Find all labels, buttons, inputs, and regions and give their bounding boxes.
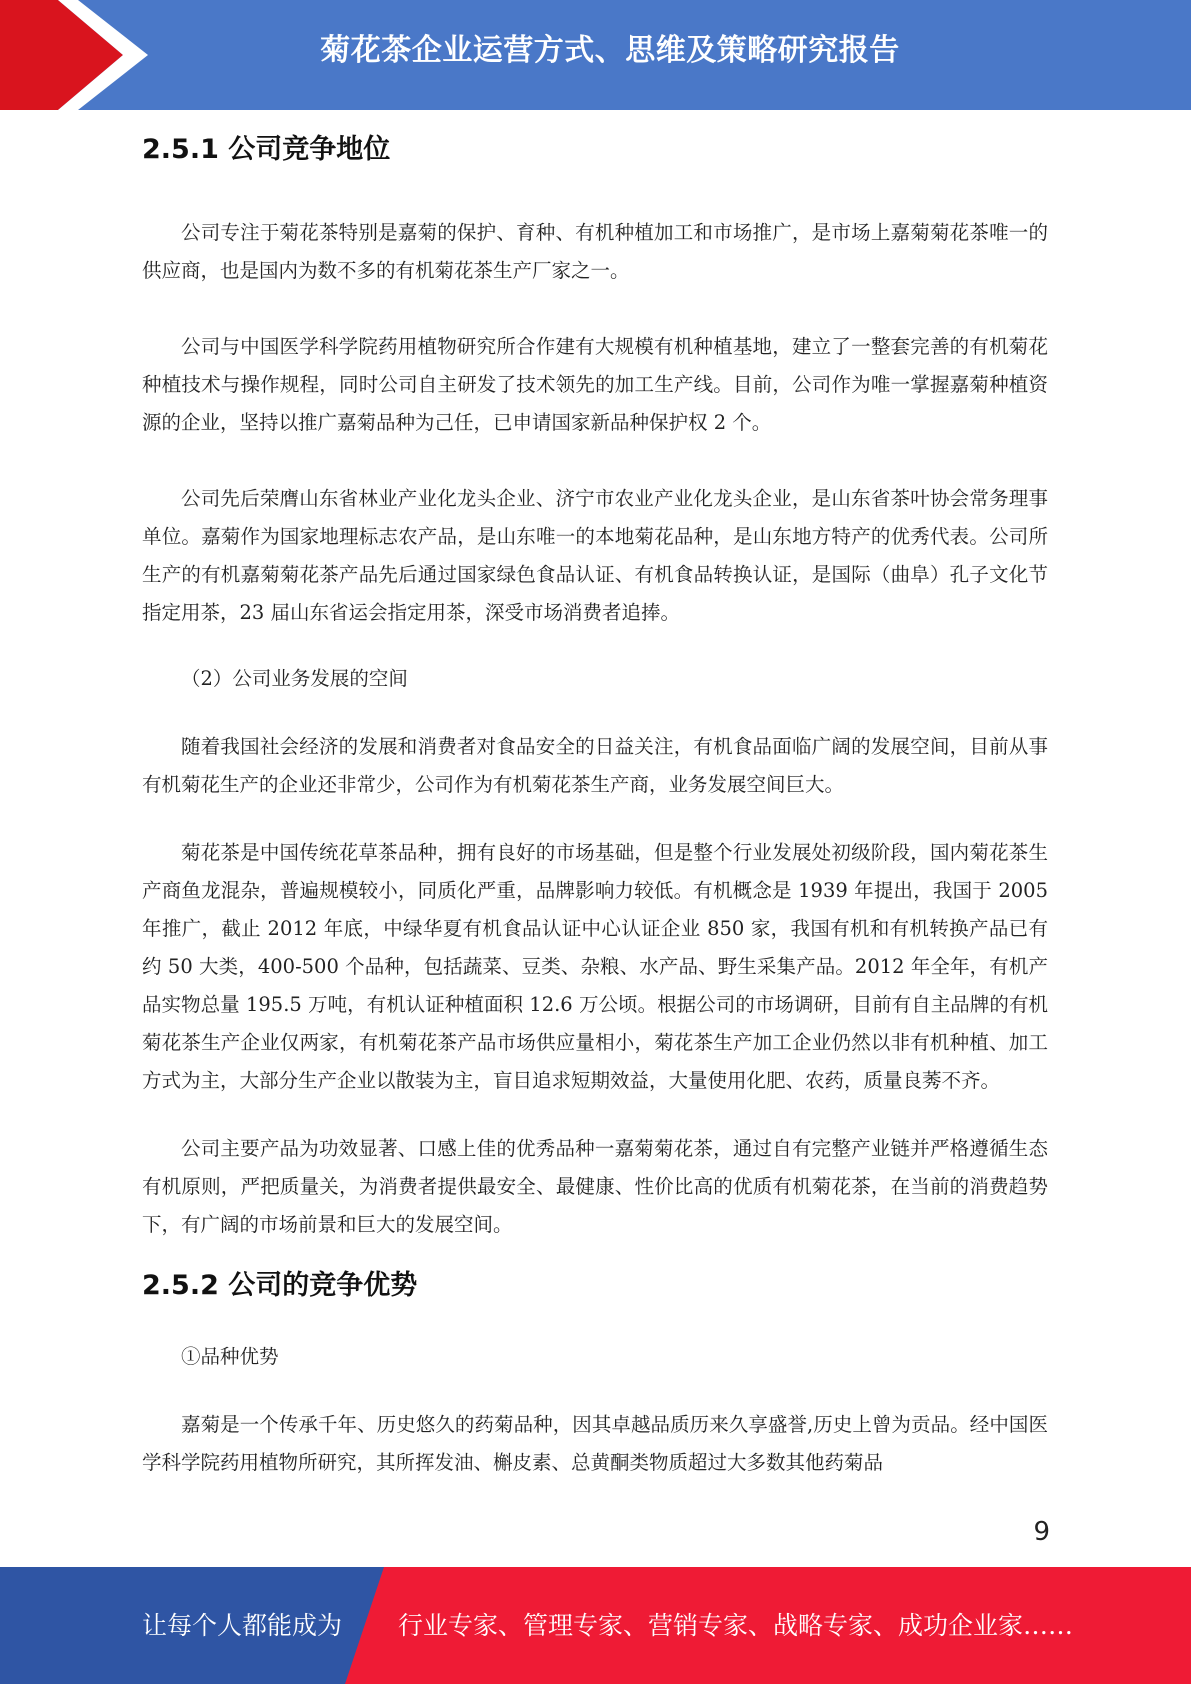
page-number: 9	[1033, 1517, 1050, 1547]
paragraph: 公司先后荣膺山东省林业产业化龙头企业、济宁市农业产业化龙头企业，是山东省茶叶协会常务理事单位。嘉菊作为国家地理标志农产品，是山东唯一的本地菊花品种，是山东地方特产的优秀代表。公司所生产的有机嘉菊菊花茶产品先后通过国家绿色食品认证、有机食品转换认证，是国际（曲阜）孔子文化节指定用茶，23 届山东省运会指定用茶，深受市场消费者追捧。	[142, 487, 1048, 624]
paragraph: 公司与中国医学科学院药用植物研究所合作建有大规模有机种植基地，建立了一整套完善的有机菊花种植技术与操作规程，同时公司自主研发了技术领先的加工生产线。目前，公司作为唯一掌握嘉菊种植资源的企业，坚持以推广嘉菊品种为己任，已申请国家新品种保护权 2 个。	[142, 335, 1048, 434]
paragraph: 公司专注于菊花茶特别是嘉菊的保护、育种、有机种植加工和市场推广，是市场上嘉菊菊花茶唯一的供应商，也是国内为数不多的有机菊花茶生产厂家之一。	[142, 221, 1048, 282]
report-title: 菊花茶企业运营方式、思维及策略研究报告	[320, 33, 900, 68]
document-body	[142, 128, 1048, 1482]
paragraph: 公司主要产品为功效显著、口感上佳的优秀品种一嘉菊菊花茶，通过自有完整产业链并严格遵循生态有机原则，严把质量关，为消费者提供最安全、最健康、性价比高的优质有机菊花茶，在当前的消费趋势下，有广阔的市场前景和巨大的发展空间。	[142, 1137, 1048, 1236]
paragraph: 菊花茶是中国传统花草茶品种，拥有良好的市场基础，但是整个行业发展处初级阶段，国内菊花茶生产商鱼龙混杂，普遍规模较小，同质化严重，品牌影响力较低。有机概念是 1939 年提出，我国于 2005 年推广，截止 2012 年底，中绿华夏有机食品认证中心认证企业 850 家，我国有机和有机转换产品已有约 50 大类，400-500 个品种，包括蔬菜、豆类、杂粮、水产品、野生采集产品。2012 年全年，有机产品实物总量 195.5 万吨，有机认证种植面积 12.6 万公顷。根据公司的市场调研，目前有自主品牌的有机菊花茶生产企业仅两家，有机菊花茶产品市场供应量相小，菊花茶生产加工企业仍然以非有机种植、加工方式为主，大部分生产企业以散装为主，盲目追求短期效益，大量使用化肥、农药，质量良莠不齐。	[142, 841, 1048, 1092]
footer-banner	[0, 1567, 1191, 1684]
header-banner	[0, 0, 1191, 110]
subheading-variety-advantage: ①品种优势	[181, 1345, 279, 1368]
paragraph: 嘉菊是一个传承千年、历史悠久的药菊品种，因其卓越品质历来久享盛誉,历史上曾为贡品。经中国医学科学院药用植物所研究，其所挥发油、槲皮素、总黄酮类物质超过大多数其他药菊品	[142, 1413, 1048, 1474]
subheading-business-space: （2）公司业务发展的空间	[181, 667, 408, 690]
footer-slogan-right: 行业专家、管理专家、营销专家、战略专家、成功企业家……	[398, 1611, 1074, 1640]
footer-slogan-left: 让每个人都能成为	[142, 1611, 343, 1640]
section-heading-2-5-2: 2.5.2 公司的竞争优势	[142, 1270, 418, 1301]
section-heading-2-5-1: 2.5.1 公司竞争地位	[142, 134, 391, 165]
paragraph: 随着我国社会经济的发展和消费者对食品安全的日益关注，有机食品面临广阔的发展空间，目前从事有机菊花生产的企业还非常少，公司作为有机菊花茶生产商，业务发展空间巨大。	[142, 735, 1048, 796]
